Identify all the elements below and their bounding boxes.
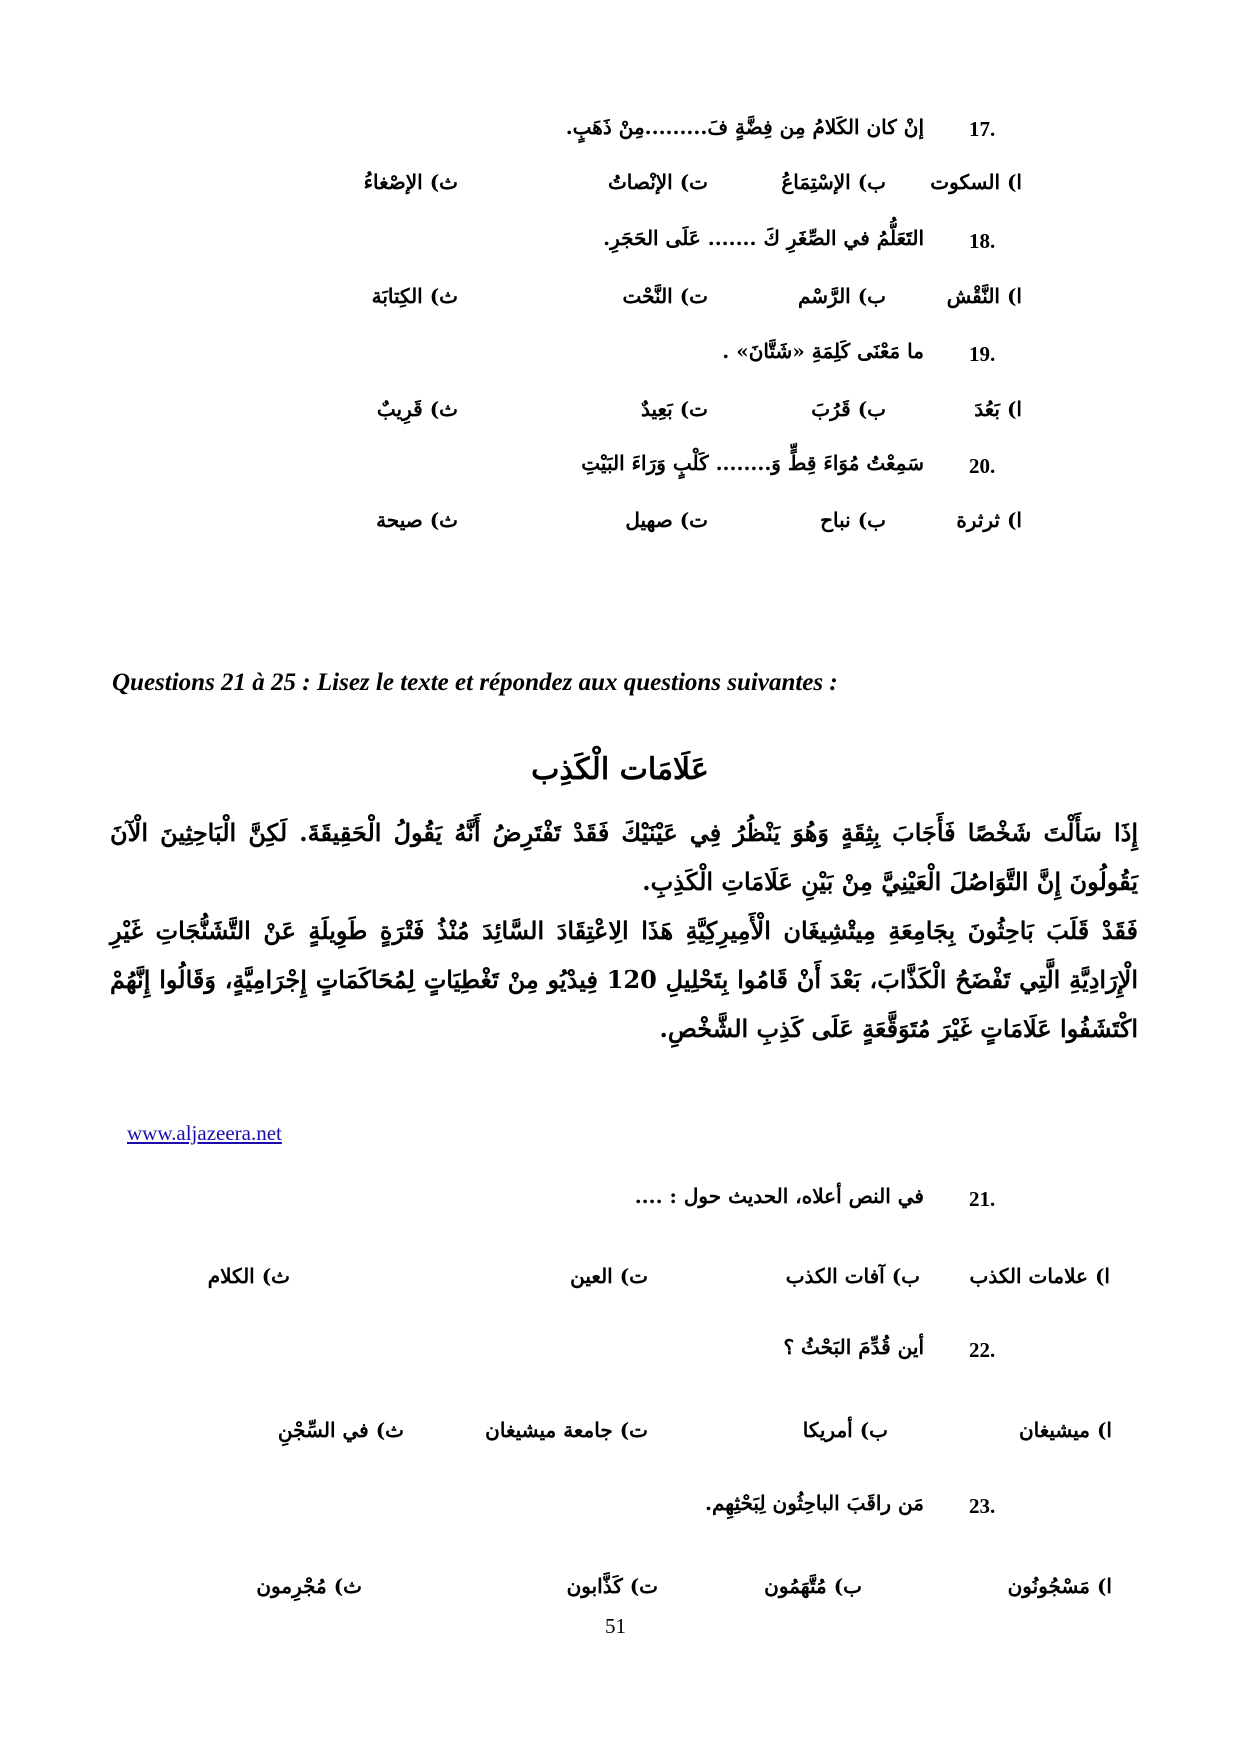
option-t[interactable]: ت) الإنْصاتُ [607, 170, 708, 194]
option-a[interactable]: ا) علامات الكذب [969, 1264, 1110, 1288]
question-stem: في النص أعلاه، الحديث حول : .... [634, 1184, 924, 1208]
option-t[interactable]: ت) صهيل [625, 508, 708, 532]
option-b[interactable]: ب) آفات الكذب [785, 1264, 920, 1288]
question-number: 19. [969, 342, 996, 366]
option-t[interactable]: ت) جامعة ميشيغان [485, 1418, 648, 1442]
option-b[interactable]: ب) الإسْتِمَاعُ [781, 170, 886, 194]
question-stem: سَمِعْتُ مُوَاءَ قِطٍّ وَ........ كَلْبٍ وَرَاءَ البَيْتِ [581, 451, 924, 475]
passage-paragraph: فَقَدْ قَلَبَ بَاحِثُونَ بِجَامِعَةِ مِيتْشِيغَان الْأَمِيرِكِيَّةِ هَذَا الِاعْتِقَادَ السَّائِدَ مُنْذُ فَتْرَةٍ طَوِيلَةٍ عَنْ التَّشَنُّجَاتِ غَيْرِ الْإِرَادِيَّةِ الَّتِي تَفْضَحُ الْكَذَّابَ، بَعْدَ أَنْ قَامُوا بِتَحْلِيلِ 120 فِيدْيُو مِنْ تَغْطِيَاتٍ لِمُحَاكَمَاتٍ إِجْرَامِيَّةٍ، وَقَالُوا إِنَّهُمْ اكْتَشَفُوا عَلَامَاتٍ غَيْرَ مُتَوَقَّعَةٍ عَلَى كَذِبِ الشَّخْصِ. [110, 916, 1139, 1043]
question-stem: أين قُدِّمَ البَحْثُ ؟ [783, 1335, 924, 1359]
option-a[interactable]: ا) النَّقْش [946, 284, 1022, 308]
option-th[interactable]: ث) في السِّجْنِ [277, 1418, 404, 1442]
passage-title: عَلَامَات الْكَذِب [531, 752, 709, 787]
question-number: 17. [969, 117, 996, 141]
question-stem: مَن راقَبَ الباحِثُون لِبَحْثِهِم. [704, 1491, 924, 1515]
option-b[interactable]: ب) مُتَّهَمُون [764, 1574, 862, 1598]
source-link[interactable]: www.aljazeera.net [127, 1121, 282, 1145]
option-b[interactable]: ب) أمريكا [802, 1418, 888, 1442]
page-number: 51 [605, 1614, 626, 1638]
instruction: Questions 21 à 25 : Lisez le texte et répondez aux questions suivantes : [112, 669, 838, 696]
question-number: 22. [969, 1338, 996, 1362]
passage-paragraph: إِذَا سَأَلْتَ شَخْصًا فَأَجَابَ بِثِقَةٍ وَهُوَ يَنْظُرُ فِي عَيْنَيْكَ فَقَدْ تَفْتَرِضُ أَنَّهُ يَقُولُ الْحَقِيقَةَ. لَكِنَّ الْبَاحِثِينَ الْآنَ يَقُولُونَ إِنَّ التَّوَاصُلَ الْعَيْنِيَّ مِنْ بَيْنِ عَلَامَاتِ الْكَذِبِ. [110, 818, 1138, 896]
option-b[interactable]: ب) نباح [820, 508, 886, 532]
option-a[interactable]: ا) ميشيغان [1018, 1418, 1112, 1442]
option-a[interactable]: ا) السكوت [930, 170, 1022, 194]
question-stem: التَعَلُّمُ في الصِّغَرِ كَ ....... عَلَى الحَجَرِ. [603, 226, 924, 250]
question-stem: ما مَعْنَى كَلِمَةِ «شَتَّانَ» . [722, 339, 924, 363]
question-number: 18. [969, 229, 996, 253]
option-b[interactable]: ب) الرَّسْم [797, 284, 886, 308]
option-b[interactable]: ب) قَرُبَ [811, 397, 886, 421]
option-t[interactable]: ت) العين [570, 1264, 648, 1288]
option-th[interactable]: ث) مُجْرِمون [256, 1574, 362, 1598]
question-number: 23. [969, 1494, 996, 1518]
question-stem: إنْ كان الكَلامُ مِن فِضَّةٍ فَ.........مِنْ ذَهَبٍ. [565, 115, 924, 139]
option-th[interactable]: ث) قَرِيبٌ [376, 397, 458, 421]
question-number: 21. [969, 1187, 996, 1211]
option-th[interactable]: ث) صيحة [376, 508, 458, 532]
option-a[interactable]: ا) بَعُدَ [974, 397, 1022, 421]
option-a[interactable]: ا) ثرثرة [956, 508, 1022, 532]
option-t[interactable]: ت) كَذَّابون [566, 1574, 658, 1598]
option-a[interactable]: ا) مَسْجُونُون [1007, 1574, 1112, 1598]
option-t[interactable]: ت) النَّحْت [622, 284, 708, 308]
option-th[interactable]: ث) الإصْغاءُ [363, 170, 458, 194]
question-number: 20. [969, 454, 996, 478]
option-th[interactable]: ث) الكلام [207, 1264, 290, 1288]
option-th[interactable]: ث) الكِتابَة [371, 284, 458, 308]
option-t[interactable]: ت) بَعِيدٌ [640, 397, 708, 421]
